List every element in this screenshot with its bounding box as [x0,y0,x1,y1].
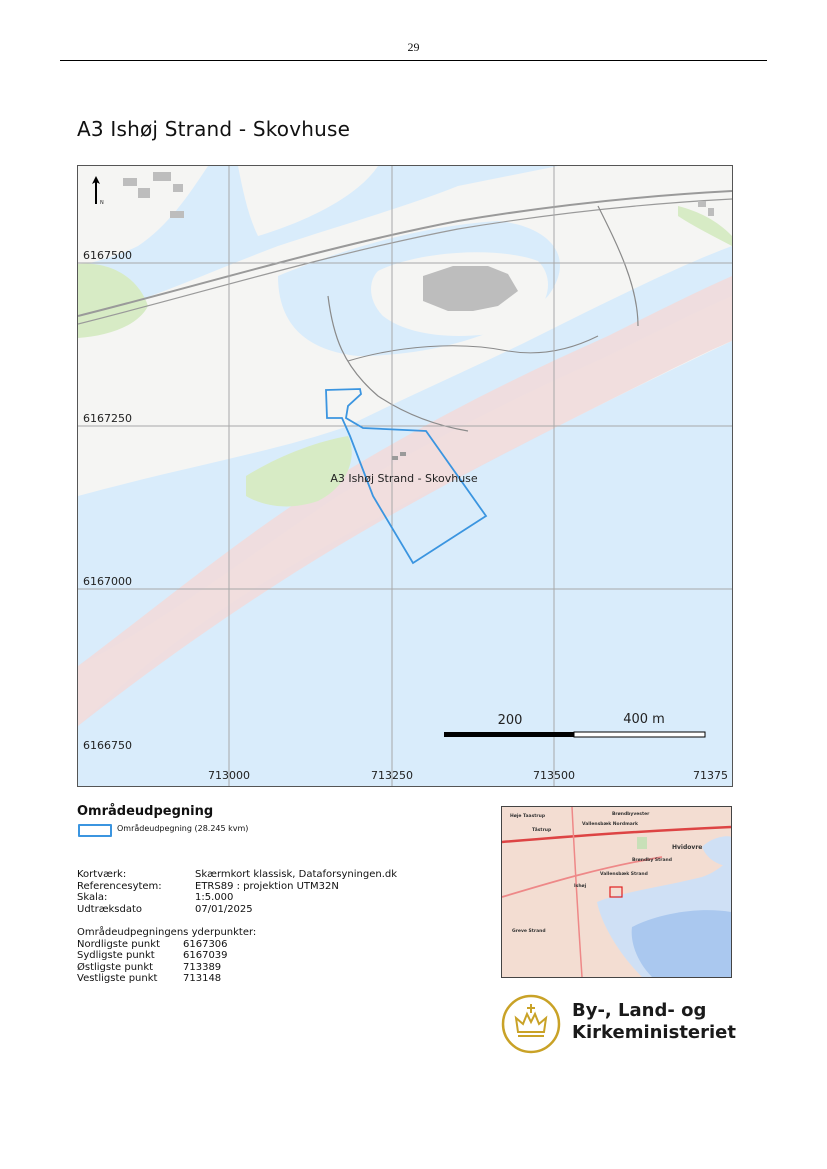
inset-place: Greve Strand [512,929,546,934]
metadata-row [77,892,397,904]
header-rule [60,60,767,61]
extreme-row [77,973,256,985]
northing-label-1: 6167500 [83,249,132,262]
extreme-key: Sydligste punkt [77,950,155,961]
metadata-value: 1:5.000 [195,892,234,903]
legend-label: Områdeudpegning (28.245 kvm) [117,824,249,833]
extreme-value: 6167306 [183,938,228,950]
metadata-row [77,904,397,916]
inset-canvas [502,807,731,977]
crown-logo-icon [501,994,561,1054]
easting-label-1: 713000 [208,769,250,782]
map-canvas [78,166,732,786]
metadata-value: Skærmkort klassisk, Dataforsyningen.dk [195,869,398,880]
inset-place: Vallensbæk Strand [600,872,648,877]
extreme-heading: Områdeudpegningens yderpunkter: [77,927,257,938]
extreme-points [77,927,256,985]
logo-line-1: By-, Land- og [572,1000,707,1021]
scale-end-label: 400 m [623,712,665,727]
metadata-key: Skala: [77,892,108,903]
page-title: A3 Ishøj Strand - Skovhuse [77,117,351,141]
extreme-row [77,939,256,951]
inset-place: Tåstrup [532,828,552,833]
logo-line-2: Kirkeministeriet [572,1022,736,1043]
extreme-value: 713389 [183,961,222,973]
inset-park [637,837,647,849]
map-frame [77,165,733,787]
legend-title: Områdeudpegning [77,804,214,819]
metadata-key: Udtræksdato [77,903,143,915]
inset-place: Hvidovre [672,844,703,851]
extreme-value: 6167039 [183,950,228,961]
metadata-value: 07/01/2025 [195,903,253,915]
legend-swatch [78,824,112,837]
ministry-logo-text [572,1000,736,1044]
inset-place: Vallensbæk Nordmark [582,822,639,827]
inset-place: Høje Taastrup [510,814,546,819]
extreme-key: Østligste punkt [77,961,154,973]
extreme-row [77,962,256,974]
inset-place: Brøndbyvester [612,812,650,817]
north-label: N [100,200,104,206]
area-map-label: A3 Ishøj Strand - Skovhuse [330,472,478,485]
northing-label-4: 6166750 [83,739,132,752]
easting-label-2: 713250 [371,769,413,782]
overview-inset-map [501,806,732,978]
metadata-value: ETRS89 : projektion UTM32N [195,880,339,892]
page-number: 29 [407,40,420,54]
extreme-key: Nordligste punkt [77,938,160,950]
metadata-key: Referencesytem: [77,880,162,892]
easting-label-4: 71375 [693,769,728,782]
scale-bar [444,732,705,737]
metadata-row [77,869,397,881]
extreme-key: Vestligste punkt [77,973,158,984]
extreme-row [77,950,256,962]
scale-mid-label: 200 [497,713,523,728]
northing-label-3: 6167000 [83,575,132,588]
easting-label-3: 713500 [533,769,575,782]
inset-place: Ishøj [574,884,587,889]
northing-label-2: 6167250 [83,412,132,425]
metadata-row [77,881,397,893]
inset-place: Brøndby Strand [632,858,672,863]
map-metadata [77,869,397,915]
metadata-key: Kortværk: [77,869,127,880]
extreme-value: 713148 [183,973,222,984]
